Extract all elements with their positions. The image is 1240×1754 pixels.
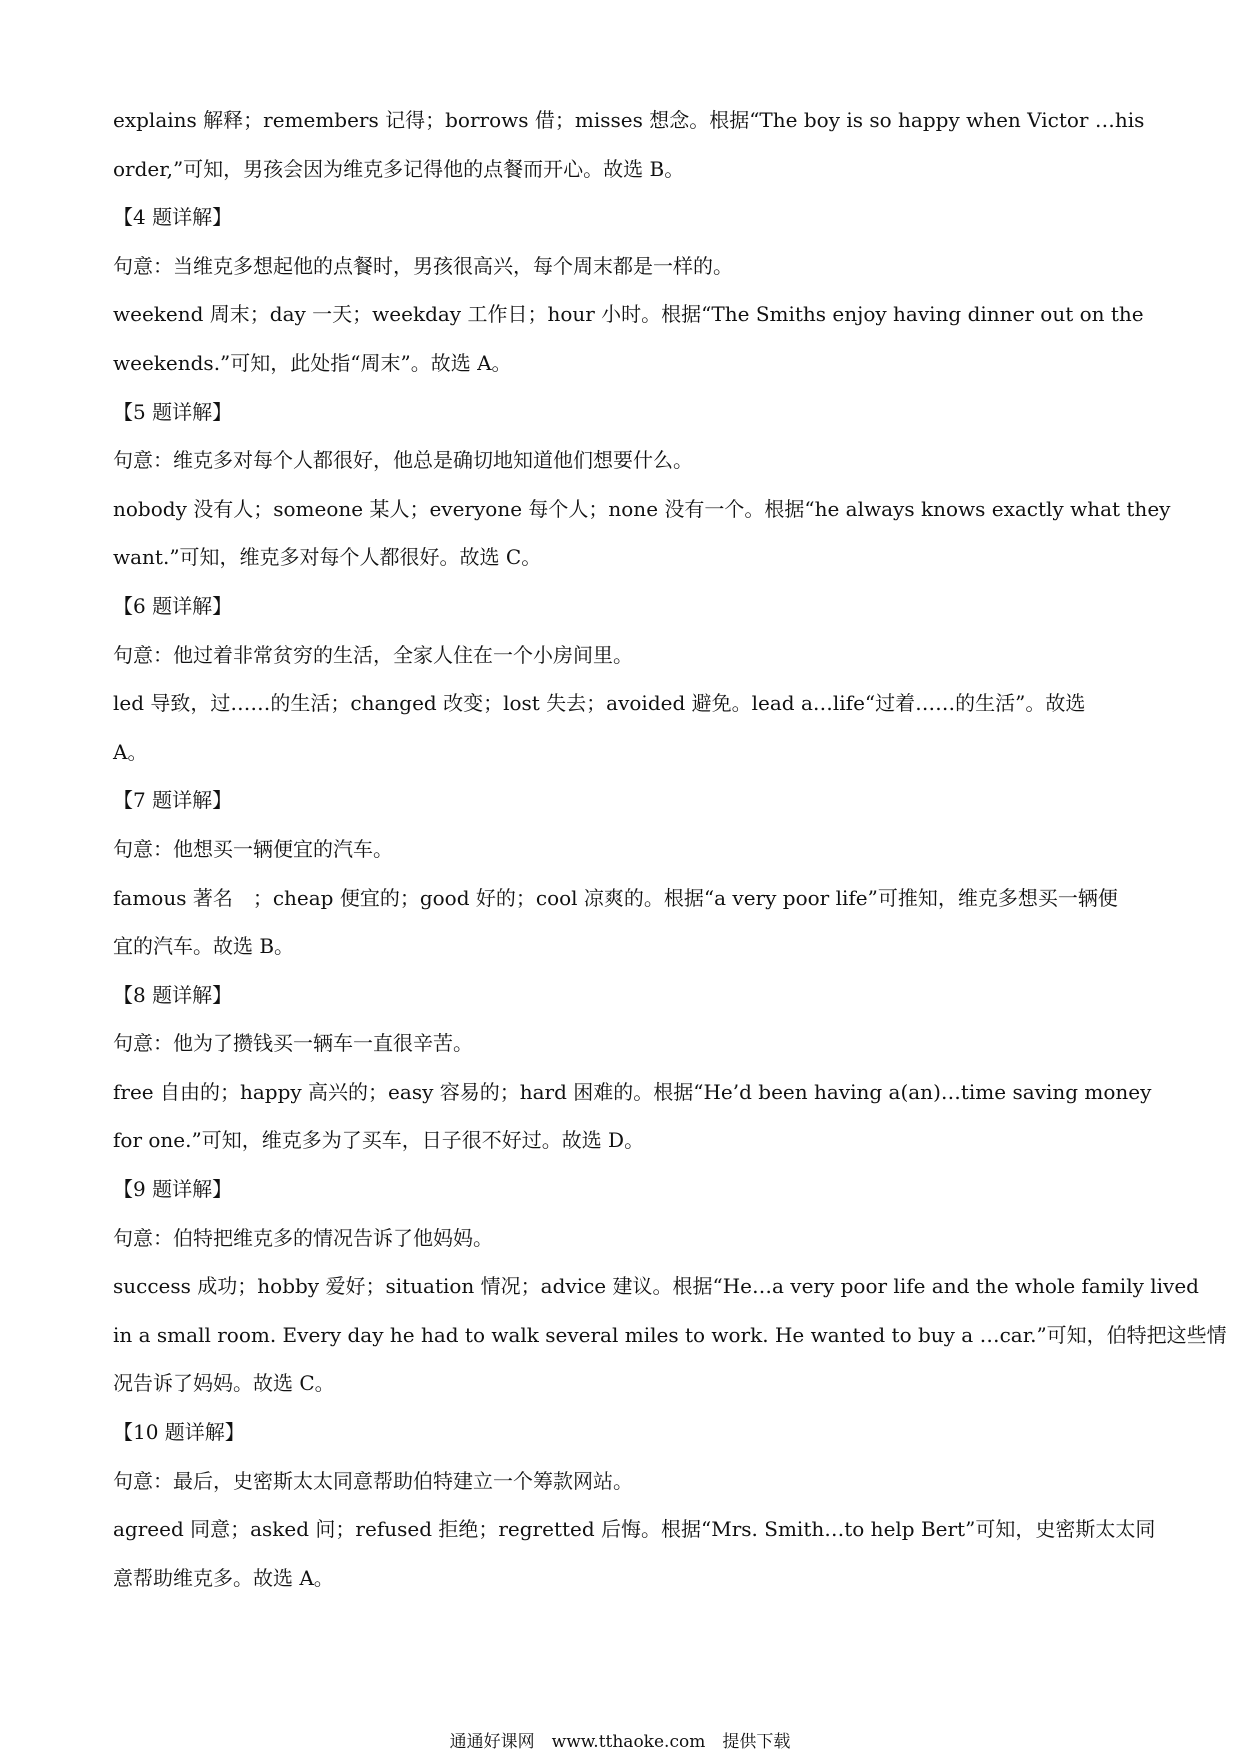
section-heading-10: 【10 题详解】 — [113, 1420, 245, 1445]
text-line: famous 著名 ；cheap 便宜的；good 好的；cool 凉爽的。根据“a very poor life”可推知，维克多想买一辆便 — [113, 885, 1118, 910]
page-footer: 通通好课网 www.tthaoke.com 提供下载 — [449, 1732, 791, 1752]
section-heading-5: 【5 题详解】 — [113, 399, 233, 424]
section-heading-4: 【4 题详解】 — [113, 205, 233, 230]
text-line: in a small room. Every day he had to walk several miles to work. He wanted to buy a …car.”可知，伯特把这些情 — [113, 1322, 1227, 1347]
text-line: free 自由的；happy 高兴的；easy 容易的；hard 困难的。根据“He’d been having a(an)…time saving money — [113, 1079, 1152, 1104]
text-line: for one.”可知，维克多为了买车，日子很不好过。故选 D。 — [113, 1128, 645, 1153]
text-line: 句意：他过着非常贫穷的生活，全家人住在一个小房间里。 — [113, 642, 633, 667]
text-line: 宜的汽车。故选 B。 — [113, 934, 295, 959]
section-heading-9: 【9 题详解】 — [113, 1177, 233, 1202]
text-line: A。 — [113, 739, 148, 764]
text-line: 况告诉了妈妈。故选 C。 — [113, 1371, 335, 1396]
text-line: 句意：维克多对每个人都很好，他总是确切地知道他们想要什么。 — [113, 448, 693, 473]
text-line: led 导致，过……的生活；changed 改变；lost 失去；avoided 避免。lead a…life“过着……的生活”。故选 — [113, 691, 1086, 716]
document-body — [113, 96, 1227, 1602]
text-line: 句意：他想买一辆便宜的汽车。 — [113, 836, 393, 861]
text-line: agreed 同意；asked 问；refused 拒绝；regretted 后悔。根据“Mrs. Smith…to help Bert”可知，史密斯太太同 — [113, 1517, 1156, 1542]
text-line: explains 解释；remembers 记得；borrows 借；misses 想念。根据“The boy is so happy when Victor …his — [113, 108, 1145, 132]
section-heading-6: 【6 题详解】 — [113, 593, 233, 618]
text-line: weekend 周末；day 一天；weekday 工作日；hour 小时。根据“The Smiths enjoy having dinner out on the — [113, 302, 1144, 327]
text-line: 句意：他为了攒钱买一辆车一直很辛苦。 — [113, 1031, 473, 1056]
text-line: success 成功；hobby 爱好；situation 情况；advice 建议。根据“He…a very poor life and the whole family lived — [113, 1274, 1199, 1299]
text-line: nobody 没有人；someone 某人；everyone 每个人；none 没有一个。根据“he always knows exactly what they — [113, 496, 1171, 521]
text-line: order,”可知，男孩会因为维克多记得他的点餐而开心。故选 B。 — [113, 156, 685, 181]
text-line: 句意：当维克多想起他的点餐时，男孩很高兴，每个周末都是一样的。 — [113, 253, 733, 278]
text-line: 意帮助维克多。故选 A。 — [113, 1565, 334, 1590]
text-line: 句意：最后，史密斯太太同意帮助伯特建立一个筹款网站。 — [113, 1468, 633, 1493]
text-line: 句意：伯特把维克多的情况告诉了他妈妈。 — [113, 1225, 493, 1250]
section-heading-8: 【8 题详解】 — [113, 982, 233, 1007]
text-line: want.”可知，维克多对每个人都很好。故选 C。 — [113, 545, 542, 570]
section-heading-7: 【7 题详解】 — [113, 788, 233, 813]
text-line: weekends.”可知，此处指“周末”。故选 A。 — [113, 350, 512, 375]
